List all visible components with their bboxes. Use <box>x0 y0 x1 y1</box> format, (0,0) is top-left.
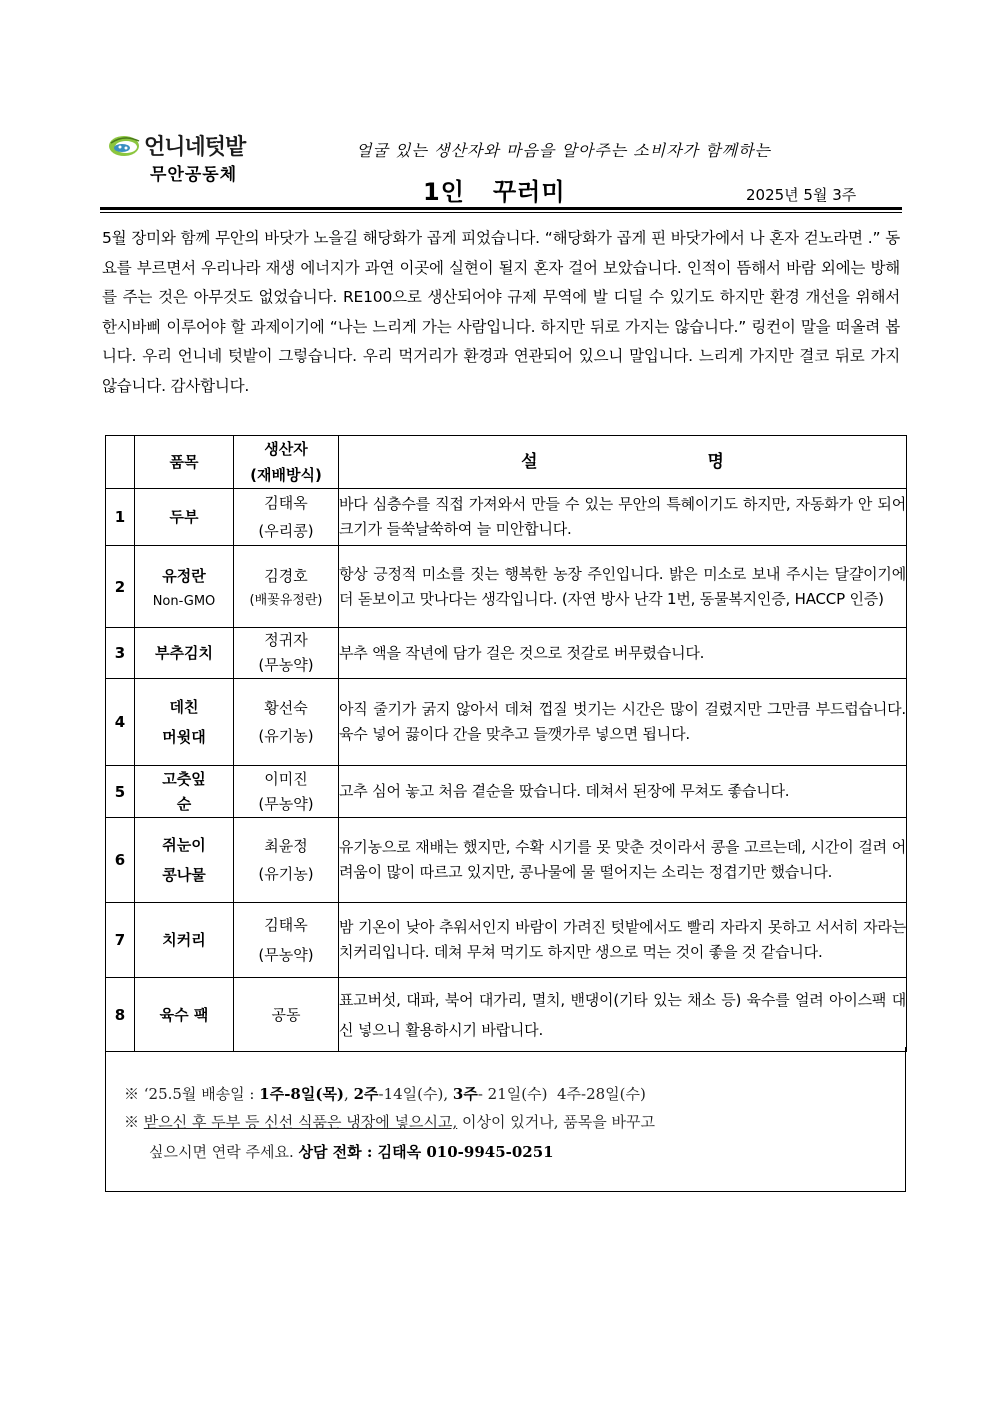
row-producer-method: (무농약) <box>258 656 314 674</box>
row-number: 4 <box>106 679 135 766</box>
row-item <box>135 766 234 818</box>
row-item-line2: 순 <box>176 794 192 813</box>
header-producer-line1: 생산자 <box>264 440 308 458</box>
row-item-line1: 유정란 <box>162 566 206 585</box>
row-producer <box>234 978 339 1052</box>
row-producer-name: 김경호 <box>264 566 308 585</box>
table-row <box>106 628 907 679</box>
row-number: 1 <box>106 489 135 546</box>
row-item-line2: 머윗대 <box>162 728 206 746</box>
delivery-separator: , <box>344 1085 354 1103</box>
storage-note <box>124 1111 655 1132</box>
row-description: 아직 줄기가 굵지 않아서 데쳐 껍질 벗기는 시간은 많이 걸렸지만 그만큼 부드럽습니다. 육수 넣어 끓이다 간을 맞추고 들깻가루 넣으면 됩니다. <box>339 679 907 766</box>
products-table <box>105 435 907 1052</box>
delivery-label: ※ ‘25.5월 배송일 : <box>124 1085 260 1103</box>
row-item-line1: 쥐눈이 <box>162 836 206 854</box>
contact-phone: 상담 전화 : 김태옥 010-9945-0251 <box>298 1143 554 1161</box>
intro-paragraph: 5월 장미와 함께 무안의 바닷가 노을길 해당화가 곱게 피었습니다. “해당화가 곱게 핀 바닷가에서 나 혼자 걷노라면 .” 동요를 부르면서 우리나라 재생 에너지가 과연 이곳에 실현이 될지 혼자 걸어 보았습니다. 인적이 뜸해서 바람 외에는 방해를 주는 것은 아무것도 없었습니다. RE100으로 생산되어야 규제 무역에 발 디딜 수 있기도 하지만 환경 개선을 위해서 한시바삐 이루어야 할 과제이기에 “나는 느리게 가는 사람입니다. 하지만 뒤로 가지는 않습니다.” 링컨이 말을 떠올려 봅니다. 우리 언니네 텃밭이 그렇습니다. 우리 먹거리가 환경과 연관되어 있으니 말입니다. 느리게 가지만 결코 뒤로 가지 않습니다. 감사합니다. <box>102 229 900 395</box>
table-row <box>106 818 907 903</box>
row-producer-name: 이미진 <box>264 769 308 788</box>
row-producer <box>234 766 339 818</box>
row-item <box>135 489 234 546</box>
row-item <box>135 978 234 1052</box>
row-number: 2 <box>106 546 135 628</box>
row-description: 유기농으로 재배는 했지만, 수확 시기를 못 맞춘 것이라서 콩을 고르는데, 시간이 걸려 어려움이 많이 따르고 있지만, 콩나물에 물 떨어지는 소리는 정겹기만 했습니다. <box>339 818 907 903</box>
delivery-week3-label: 3주 <box>452 1085 478 1103</box>
header-num-cell <box>106 436 135 489</box>
contact-note <box>149 1141 554 1162</box>
row-producer <box>234 818 339 903</box>
row-producer-name: 김태옥 <box>264 494 308 512</box>
header-description <box>339 436 907 489</box>
row-producer-method: (유기농) <box>258 727 314 745</box>
row-description: 고추 심어 놓고 처음 곁순을 땄습니다. 데쳐서 된장에 무쳐도 좋습니다. <box>339 766 907 818</box>
row-number: 8 <box>106 978 135 1052</box>
row-description: 바다 심층수를 직접 가져와서 만들 수 있는 무안의 특혜이기도 하지만, 자동화가 안 되어 크기가 들쑥날쑥하여 늘 미안합니다. <box>339 489 907 546</box>
row-producer <box>234 628 339 679</box>
table-row <box>106 766 907 818</box>
storage-note-rest: 이상이 있거나, 품목을 바꾸고 <box>457 1113 655 1131</box>
row-description: 부추 액을 작년에 담가 걸은 것으로 젓갈로 버무렸습니다. <box>339 628 907 679</box>
leaf-logo-icon <box>108 132 144 158</box>
row-item <box>135 818 234 903</box>
header-divider-thick <box>100 207 902 210</box>
row-producer-method: (우리콩) <box>258 522 314 540</box>
row-item-line1: 두부 <box>169 508 199 526</box>
delivery-week3: - 21일(수) <box>477 1085 548 1103</box>
row-producer-name: 공동 <box>271 1005 301 1024</box>
row-producer-name: 정귀자 <box>264 631 308 649</box>
delivery-week2: -14일(수), <box>378 1085 453 1103</box>
header-description-text: 설명 <box>521 452 894 472</box>
row-number: 7 <box>106 903 135 978</box>
row-producer-name: 황선숙 <box>264 699 308 717</box>
header-producer-line2: (재배방식) <box>250 466 322 484</box>
row-producer-method: (배꽃유정란) <box>249 592 323 608</box>
row-description: 항상 긍정적 미소를 짓는 행복한 농장 주인입니다. 밝은 미소로 보내 주시는 달걀이기에 더 돋보이고 맛나다는 생각입니다. (자연 방사 난각 1번, 동물복지인증, HACCP 인증) <box>339 546 907 628</box>
delivery-week2-label: 2주 <box>353 1085 379 1103</box>
logo <box>108 130 268 186</box>
table-row <box>106 978 907 1052</box>
row-description: 밤 기온이 낮아 추워서인지 바람이 가려진 텃밭에서도 빨리 자라지 못하고 서서히 자라는 치커리입니다. 데쳐 무쳐 먹기도 하지만 생으로 먹는 것이 좋을 것 같습니다. <box>339 903 907 978</box>
row-producer-method: (유기농) <box>258 865 314 883</box>
row-number: 6 <box>106 818 135 903</box>
delivery-week1: 1주-8일(목) <box>259 1085 345 1103</box>
row-item <box>135 679 234 766</box>
table-row <box>106 679 907 766</box>
issue-date: 2025년 5월 3주 <box>746 186 857 204</box>
page-title: 1인 꾸러미 <box>423 178 566 206</box>
header-divider-thin <box>100 212 902 213</box>
row-item-line1: 치커리 <box>162 931 206 949</box>
row-number: 5 <box>106 766 135 818</box>
logo-name: 언니네텃밭 <box>144 135 246 160</box>
logo-subtitle: 무안공동체 <box>150 165 238 185</box>
table-row <box>106 903 907 978</box>
row-producer <box>234 546 339 628</box>
row-item <box>135 628 234 679</box>
table-header-row <box>106 436 907 489</box>
storage-note-underlined: 받으신 후 두부 등 신선 식품은 냉장에 넣으시고, <box>143 1113 458 1131</box>
storage-note-mark: ※ <box>124 1113 144 1131</box>
delivery-week4: 4주-28일(수) <box>547 1085 646 1103</box>
tagline: 얼굴 있는 생산자와 마음을 알아주는 소비자가 함께하는 <box>356 141 772 160</box>
row-item <box>135 903 234 978</box>
delivery-note <box>124 1083 646 1104</box>
table-row <box>106 489 907 546</box>
row-item-line1: 데친 <box>169 698 199 716</box>
row-producer <box>234 489 339 546</box>
row-producer <box>234 679 339 766</box>
row-item-line1: 육수 팩 <box>159 1005 209 1024</box>
row-producer <box>234 903 339 978</box>
row-item-line2: Non-GMO <box>152 593 216 609</box>
header-producer <box>234 436 339 489</box>
row-producer-method: (무농약) <box>258 946 314 964</box>
header-item: 품목 <box>135 436 234 489</box>
row-number: 3 <box>106 628 135 679</box>
row-producer-method: (무농약) <box>258 794 314 813</box>
row-description: 표고버섯, 대파, 북어 대가리, 멸치, 밴댕이(기타 있는 채소 등) 육수를 얼려 아이스팩 대신 넣으니 활용하시기 바랍니다. <box>339 978 907 1052</box>
row-item-line1: 부추김치 <box>155 644 213 662</box>
row-item <box>135 546 234 628</box>
table-row <box>106 546 907 628</box>
contact-note-text: 싶으시면 연락 주세요. <box>149 1143 299 1161</box>
row-item-line1: 고춧잎 <box>162 769 206 788</box>
row-producer-name: 최윤정 <box>264 837 308 855</box>
row-item-line2: 콩나물 <box>162 866 206 884</box>
row-producer-name: 김태옥 <box>264 916 308 934</box>
